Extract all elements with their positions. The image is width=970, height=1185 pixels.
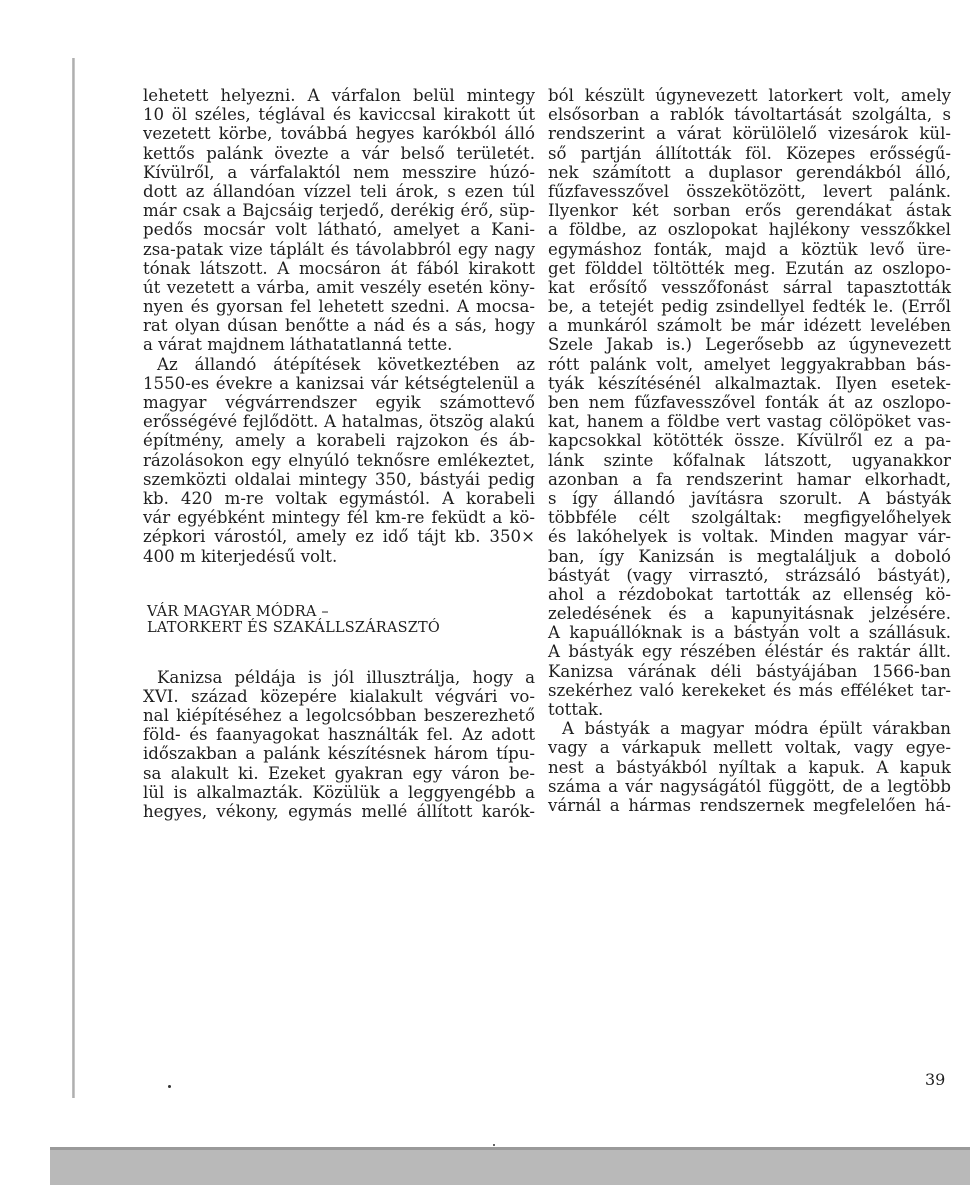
text-line: a várat majdnem láthatatlanná tette.	[143, 335, 453, 355]
text-line: szekérhez való kerekeket és más efféléket tar-	[548, 680, 951, 700]
text-line: szemközti oldalai mintegy 350, bástyái pedig	[143, 469, 535, 489]
text-line: lül is alkalmazták. Közülük a leggyengébb a	[143, 782, 535, 802]
text-line: 10 öl széles, téglával és kaviccsal kirakott út	[143, 105, 535, 125]
text-line: XVI. század közepére kialakult végvári vo-	[143, 686, 535, 706]
text-line: lehetett helyezni. A várfalon belül mintegy	[143, 86, 535, 105]
text-line: száma a vár nagyságától függött, de a legtöbb	[548, 776, 951, 796]
text-line: vagy a várkapuk mellett voltak, vagy egye-	[548, 738, 951, 758]
scan-speck	[168, 1085, 171, 1088]
text-line: Kanizsa példája is jól illusztrálja, hogy a	[157, 667, 535, 687]
text-line: a földbe, az oszlopokat hajlékony vesszőkkel	[548, 220, 951, 240]
text-line: 400 m kiterjedésű volt.	[143, 546, 338, 566]
text-line: rendszerint a várat körülölelő vizesárok kül-	[548, 124, 951, 144]
text-line: tónak látszott. A mocsáron át fából kirakott	[143, 258, 535, 278]
text-line: pedős mocsár volt látható, amelyet a Kani-	[143, 220, 535, 240]
text-line: zépkori várostól, amely ez idő tájt kb. 350×	[143, 527, 535, 547]
text-line: magyar végvárrendszer egyik számottevő	[143, 393, 535, 412]
text-line: Kanizsa várának déli bástyájában 1566-ban	[548, 661, 951, 681]
section-heading-line-2: LATORKERT ÉS SZAKÁLLSZÁRASZTÓ	[147, 619, 440, 636]
text-line: zsa-patak vize táplált és távolabbról egy nagy	[143, 239, 535, 259]
text-line: ahol a rézdobokat tartották az ellenség kö-	[548, 584, 951, 604]
text-line: tyák készítésénél alkalmaztak. Ilyen esetek-	[548, 373, 951, 393]
section-heading	[143, 604, 535, 636]
text-line: 1550-es évekre a kanizsai vár kétségtelenül a	[143, 373, 535, 393]
section-heading-line-1: VÁR MAGYAR MÓDRA –	[147, 603, 329, 620]
left-text-column	[143, 86, 535, 821]
text-line: Az állandó átépítések következtében az	[157, 354, 535, 374]
text-line: A bástyák egy részében éléstár és raktár állt.	[548, 642, 951, 662]
text-line: get földdel töltötték meg. Ezután az oszlopo-	[548, 258, 951, 278]
paragraph-palisade-types	[143, 668, 535, 822]
text-line: rázolásokon egy elnyúló teknősre emlékeztet,	[143, 450, 535, 470]
paragraph-fortress-surroundings	[143, 86, 535, 355]
text-line: föld- és faanyagokat használták fel. Az adott	[143, 725, 535, 745]
text-line: egymáshoz fonták, majd a köztük levő üre-	[548, 239, 951, 259]
text-line: már csak a Bajcsáig terjedő, derékig érő, süp-	[143, 201, 535, 221]
text-line: és lakóhelyek is voltak. Minden magyar vár-	[548, 527, 951, 547]
text-line: várnál a hármas rendszernek megfelelően há-	[548, 795, 951, 815]
text-line: hegyes, vékony, egymás mellé állított karók-	[143, 802, 535, 821]
text-line: kapcsokkal kötötték össze. Kívülről ez a pa-	[548, 431, 951, 451]
text-line: a munkáról számolt be már idézett levelében	[548, 316, 951, 336]
text-line: zeledésének és a kapunyitásnak jelzésére.	[548, 604, 951, 624]
text-line: rat olyan dúsan benőtte a nád és a sás, hogy	[143, 316, 535, 336]
text-line: fűzfavesszővel összekötözött, levert palánk.	[548, 181, 951, 201]
text-line: Kívülről, a várfalaktól nem messzire húzó-	[143, 162, 535, 182]
text-line: nal kiépítéséhez a legolcsóbban beszerezhető	[143, 706, 535, 726]
scan-speck	[493, 1144, 495, 1146]
text-line: rótt palánk volt, amelyet leggyakrabban bás-	[548, 354, 951, 374]
text-line: A kapuállóknak is a bástyán volt a szállásuk.	[548, 623, 951, 643]
text-line: kettős palánk övezte a vár belső területét.	[143, 143, 535, 163]
text-line: többféle célt szolgáltak: megfigyelőhelyek	[548, 508, 951, 528]
text-line: ső partján állították föl. Közepes erősségű-	[548, 143, 951, 163]
paragraph-bastions-gates	[548, 719, 951, 815]
text-line: nek számított a duplasor gerendákból álló,	[548, 162, 951, 182]
text-line: A bástyák a magyar módra épült várakban	[562, 719, 951, 739]
text-line: elsősorban a rablók távoltartását szolgálta, s	[548, 105, 951, 125]
text-line: kb. 420 m-re voltak egymástól. A korabeli	[143, 488, 535, 508]
text-line: Ilyenkor két sorban erős gerendákat ástak	[548, 201, 951, 221]
text-line: azonban a fa rendszerint hamar elkorhadt,	[548, 469, 951, 489]
text-line: be, a tetejét pedig zsindellyel fedték le. (Erről	[548, 297, 951, 317]
text-line: tottak.	[548, 700, 604, 719]
text-line: nest a bástyákból nyíltak a kapuk. A kapuk	[548, 757, 951, 777]
text-line: vár egyébként mintegy fél km-re feküdt a kö-	[143, 508, 535, 528]
page-number: 39	[925, 1070, 946, 1089]
text-line: erősségévé fejlődött. A hatalmas, ötszög alakú	[143, 412, 535, 432]
text-line: lánk szinte kőfalnak látszott, ugyanakkor	[548, 450, 951, 470]
page-gutter-edge	[72, 58, 75, 1098]
text-line: bástyát (vagy virrasztó, strázsáló bástyát),	[548, 565, 951, 585]
text-line: út vezetett a várba, amit veszély esetén köny-	[143, 277, 535, 297]
text-line: ban, így Kanizsán is megtaláljuk a doboló	[548, 546, 951, 566]
text-line: nyen és gyorsan fel lehetett szedni. A mocsa-	[143, 297, 535, 317]
text-line: építmény, amely a korabeli rajzokon és áb-	[143, 431, 535, 451]
scan-bottom-shadow	[50, 1147, 970, 1185]
text-line: ból készült úgynevezett latorkert volt, amely	[548, 86, 951, 105]
right-text-column	[548, 86, 951, 815]
text-line: Szele Jakab is.) Legerősebb az úgynevezett	[548, 335, 951, 355]
text-line: sa alakult ki. Ezeket gyakran egy váron be-	[143, 763, 535, 783]
text-line: kat erősítő vesszőfonást sárral tapasztották	[548, 277, 951, 297]
paragraph-palisade-construction	[548, 86, 951, 719]
text-line: ben nem fűzfavesszővel fonták át az oszlopo-	[548, 393, 951, 412]
text-line: s így állandó javításra szorult. A bástyák	[548, 488, 951, 508]
text-line: vezetett körbe, továbbá hegyes karókból álló	[143, 124, 535, 144]
paragraph-fortress-development	[143, 355, 535, 566]
text-line: dott az állandóan vízzel teli árok, s ezen túl	[143, 181, 535, 201]
text-line: időszakban a palánk készítésnek három típu-	[143, 744, 535, 764]
text-line: kat, hanem a földbe vert vastag cölöpöket vas-	[548, 412, 951, 432]
